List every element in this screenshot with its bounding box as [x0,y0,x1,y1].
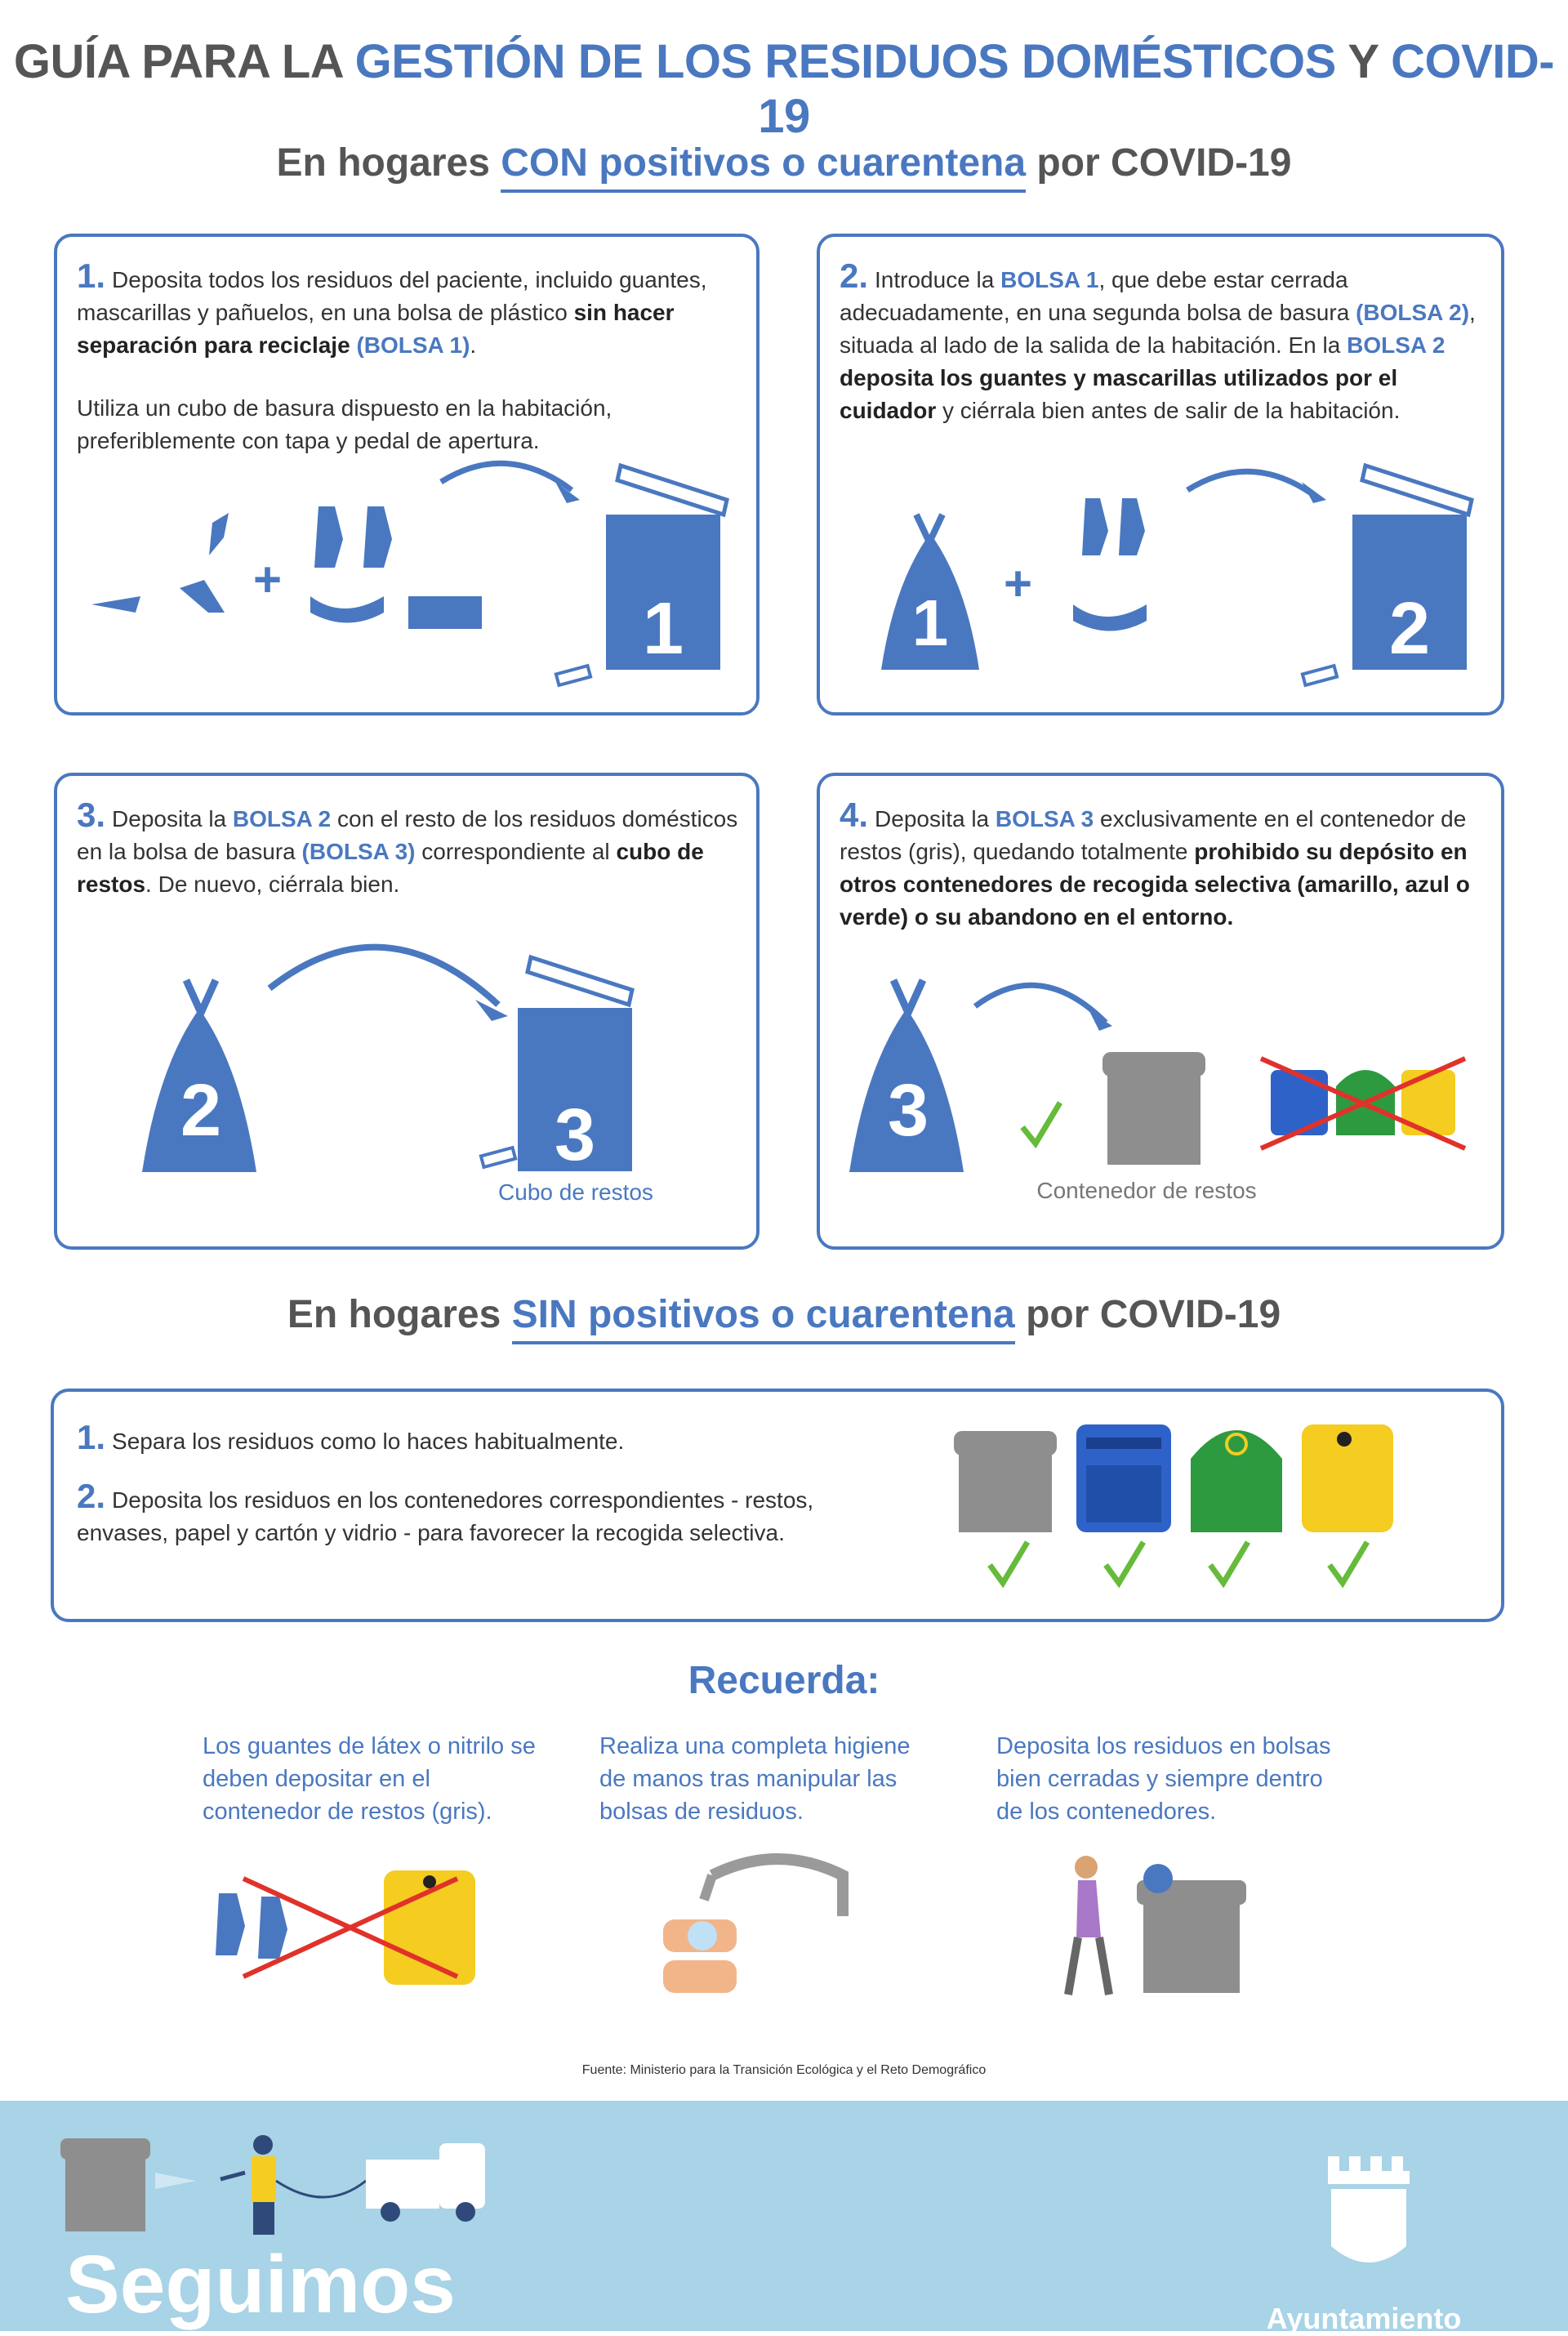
check-icon [1330,1542,1367,1583]
forbidden-containers-icon [1261,1059,1465,1148]
mask-icon [1073,604,1147,631]
section-heading-sin: En hogares SIN positivos o cuarentena por COVID-19 [0,1292,1568,1337]
arrow-icon [1187,471,1318,498]
check-icon [1210,1542,1248,1583]
footer-organization: Ayuntamiento [1266,2302,1462,2335]
bin-number: 1 [642,588,684,670]
step-2-illustration [820,237,1508,719]
recuerda-illustrations [0,1846,1568,2091]
green-container-icon [1191,1430,1282,1532]
bin-caption: Cubo de restos [498,1179,653,1205]
grey-container-icon [60,2138,150,2231]
svg-text:3: 3 [887,1070,929,1152]
food-waste-icon [91,513,229,613]
tissues-icon [408,596,482,629]
step-4-text: 4. Deposita la BOLSA 3 exclusivamente en el contenedor de restos (gris), quedando totalmente prohibido su depósito en otros contenedores de recogida selectiva (amarillo, azul o verde) o su abandono en el entorno. [840,796,1470,929]
step-1-text: 1. Deposita todos los residuos del paciente, incluido guantes, mascarillas y pañuelos, en una bolsa de plástico sin hacer separación para reciclaje (BOLSA 1). [77,256,707,358]
svg-text:3: 3 [554,1094,596,1176]
tip-hands: Realiza una completa higiene de manos tras manipular las bolsas de residuos. [599,1733,911,1825]
grey-container-icon [954,1431,1057,1532]
footer-slogan: Seguimos [65,2239,456,2330]
yellow-container-icon [1302,1424,1393,1532]
container-caption: Contenedor de restos [1036,1178,1257,1203]
cleaning-worker-icon [220,2135,276,2235]
step-1-note: Utiliza un cubo de basura dispuesto en la habitación, preferiblemente con tapa y pedal de apertura. [77,395,612,453]
step-1-illustration [57,237,763,719]
city-coat-of-arms-icon [1328,2156,1410,2262]
svg-text:2: 2 [1388,588,1431,670]
gloves-not-yellow-icon [216,1870,475,1985]
arrow-icon [270,947,498,1005]
mask-icon [310,596,384,623]
bag-2-icon [142,980,256,1172]
step-card-1 [54,234,760,716]
step-card-2 [817,234,1504,716]
step-card-3 [54,773,760,1250]
check-icon [990,1542,1027,1583]
svg-text:1: 1 [911,586,949,659]
sin-card [51,1389,1504,1622]
step-2-text: 2. Introduce la BOLSA 1, que debe estar cerrada adecuadamente, en una segunda bolsa de basura (BOLSA 2), situada al lado de la salida de la habitación. En la BOLSA 2 deposita los guantes y mascarillas utilizados por el cuidador y ciérrala bien antes de salir de la habitación. [840,256,1476,423]
arrow-icon [975,985,1106,1023]
source-note: Fuente: Ministerio para la Transición Ecológica y el Reto Demográfico [581,2063,987,2077]
step-card-4 [817,773,1504,1250]
blue-container-icon [1076,1424,1171,1532]
pedal-bin-2-icon [1303,466,1472,685]
page-title: GUÍA PARA LA GESTIÓN DE LOS RESIDUOS DOMÉSTICOS Y COVID-19 [13,35,1555,143]
section-heading-con: En hogares CON positivos o cuarentena por COVID-19 [0,140,1568,185]
pedal-bin-1-icon [556,466,727,685]
gloves-icon [314,506,392,568]
gloves-icon [1082,498,1145,555]
spray-icon [155,2173,196,2189]
sin-step-2: 2. Deposita los residuos en los contenedores correspondientes - restos, envases, papel y cartón y vidrio - para favorecer la recogida selectiva. [77,1477,814,1545]
hose-icon [276,2181,366,2197]
svg-text:2: 2 [180,1070,222,1152]
arrow-icon [441,463,572,490]
check-icon [1022,1103,1060,1143]
bag-1-icon [881,515,979,670]
person-depositing-icon [1068,1856,1246,1995]
sin-containers-illustration [54,1392,1508,1625]
tip-bags: Deposita los residuos en bolsas bien cerradas y siempre dentro de los contenedores. [996,1733,1331,1825]
recuerda-heading: Recuerda: [688,1659,880,1702]
step-3-text: 3. Deposita la BOLSA 2 con el resto de los residuos domésticos en la bolsa de basura (BOLSA 3) correspondiente al cubo de restos. De nuevo, ciérrala bien. [77,796,738,897]
check-icon [1106,1542,1143,1583]
bin-restos-icon [481,957,632,1176]
sin-step-1: 1. Separa los residuos como lo haces habitualmente. [77,1418,625,1456]
plus-icon: + [253,552,283,607]
truck-icon [366,2143,485,2222]
bag-3-icon [849,980,964,1172]
handwash-icon [663,1859,843,1993]
tip-gloves: Los guantes de látex o nitrilo se deben depositar en el contenedor de restos (gris). [203,1733,536,1825]
grey-container-icon [1102,1052,1205,1165]
plus-icon: + [1004,556,1033,611]
